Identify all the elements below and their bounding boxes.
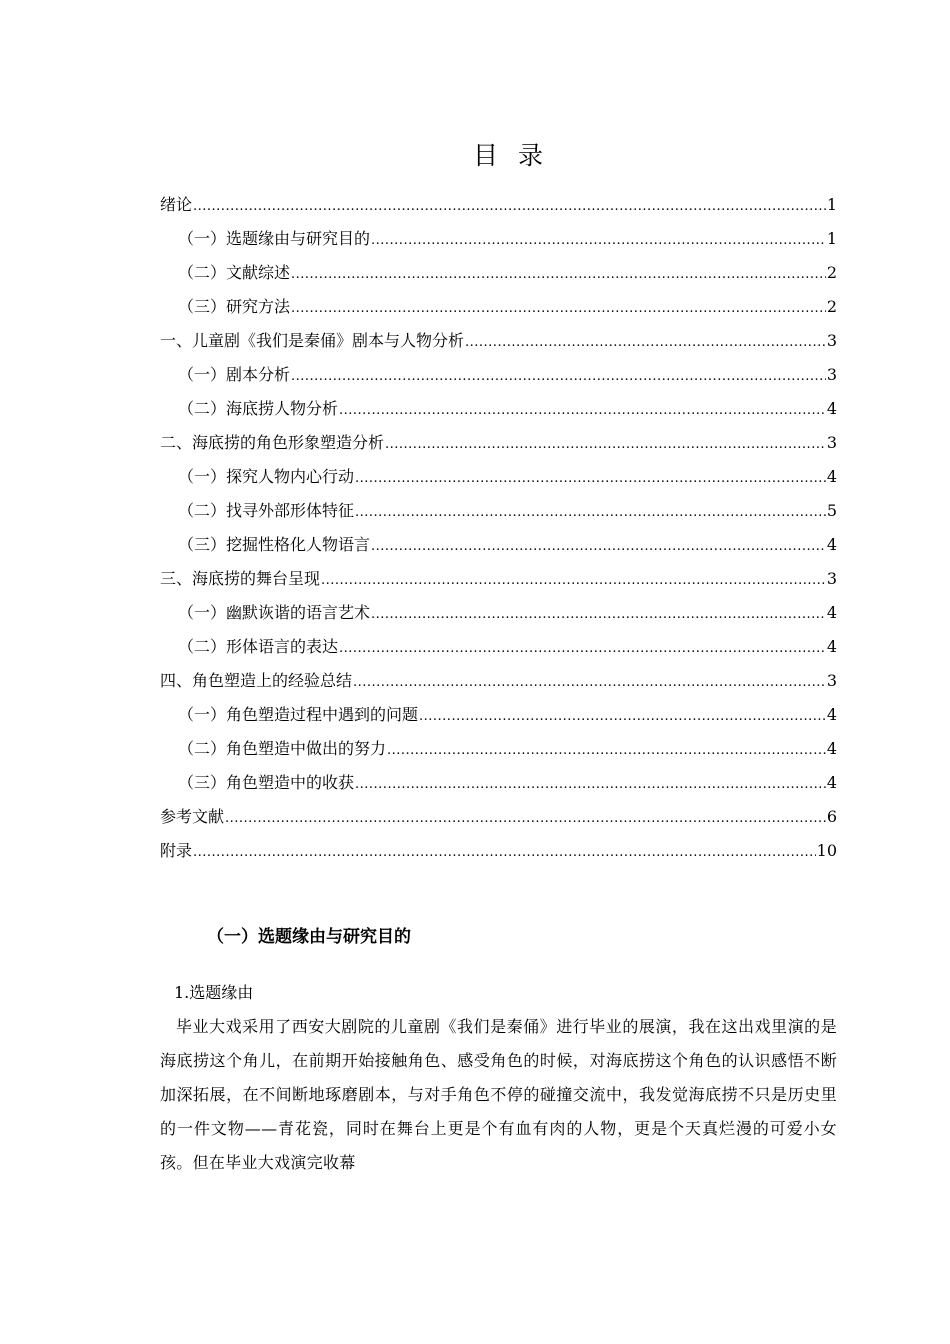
section-subheading: 1.选题缘由 <box>174 983 254 1002</box>
toc-entry[interactable] <box>160 766 837 800</box>
toc-entry-page-number: 2 <box>826 263 837 282</box>
toc-entry[interactable] <box>160 358 837 392</box>
toc-entry-page-number: 3 <box>826 433 837 452</box>
toc-title: 目录 <box>472 141 563 170</box>
toc-entry[interactable] <box>160 392 837 426</box>
toc-entry[interactable] <box>160 562 837 596</box>
toc-entry-text: （一）选题缘由与研究目的 <box>178 229 371 248</box>
toc-entry[interactable] <box>160 290 837 324</box>
toc-leader-dots <box>353 666 826 700</box>
toc-entry-text: 参考文献 <box>160 807 225 826</box>
toc-entry[interactable] <box>160 256 837 290</box>
toc-leader-dots <box>193 836 816 870</box>
toc-leader-dots <box>321 564 826 598</box>
toc-entry[interactable] <box>160 596 837 630</box>
toc-entry[interactable] <box>160 800 837 834</box>
toc-entry-page-number: 4 <box>826 739 837 758</box>
toc-leader-dots <box>291 360 826 394</box>
toc-entry[interactable] <box>160 222 837 256</box>
toc-entry-text: （三）角色塑造中的收获 <box>178 773 355 792</box>
toc-entry-page-number: 3 <box>826 331 837 350</box>
toc-leader-dots <box>339 394 826 428</box>
toc-entry-text: 二、海底捞的角色形象塑造分析 <box>160 433 385 452</box>
toc-leader-dots <box>355 462 826 496</box>
paragraph-text: 毕业大戏采用了西安大剧院的儿童剧《我们是秦俑》进行毕业的展演，我在这出戏里演的是海底捞这个角儿，在前期开始接触角色、感受角色的时候，对海底捞这个角色的认识感悟不断加深拓展，在不间断地琢磨剧本，与对手角色不停的碰撞交流中，我发觉海底捞不只是历史里的一件文物——青花瓷，同时在舞台上更是个有血有肉的人物，更是个天真烂漫的可爱小女孩。但在毕业大戏演完收幕 <box>160 1017 837 1172</box>
toc-entry-page-number: 3 <box>826 365 837 384</box>
toc-leader-dots <box>371 530 826 564</box>
toc-entry-text: 三、海底捞的舞台呈现 <box>160 569 321 588</box>
toc-leader-dots <box>355 496 826 530</box>
toc-entry[interactable] <box>160 426 837 460</box>
toc-entry-page-number: 3 <box>826 671 837 690</box>
toc-entry-page-number: 5 <box>826 501 837 520</box>
toc-entry-page-number: 4 <box>826 637 837 656</box>
toc-entry-page-number: 1 <box>826 229 837 248</box>
toc-entry-text: 四、角色塑造上的经验总结 <box>160 671 353 690</box>
table-of-contents <box>160 188 837 868</box>
toc-entry-text: （三）研究方法 <box>178 297 291 316</box>
toc-entry-page-number: 3 <box>826 569 837 588</box>
toc-entry[interactable] <box>160 630 837 664</box>
toc-entry-text: （一）剧本分析 <box>178 365 291 384</box>
toc-entry[interactable] <box>160 494 837 528</box>
toc-entry-text: （一）探究人物内心行动 <box>178 467 355 486</box>
toc-entry-text: 绪论 <box>160 195 193 214</box>
toc-entry-page-number: 4 <box>826 535 837 554</box>
toc-entry[interactable] <box>160 324 837 358</box>
toc-entry-page-number: 4 <box>826 467 837 486</box>
toc-entry-text: （二）文献综述 <box>178 263 291 282</box>
toc-entry[interactable] <box>160 460 837 494</box>
toc-leader-dots <box>291 258 826 292</box>
toc-entry-text: （二）形体语言的表达 <box>178 637 339 656</box>
toc-leader-dots <box>291 292 826 326</box>
toc-entry-text: （二）角色塑造中做出的努力 <box>178 739 387 758</box>
toc-entry[interactable] <box>160 732 837 766</box>
toc-entry[interactable] <box>160 698 837 732</box>
toc-leader-dots <box>225 802 826 836</box>
toc-entry[interactable] <box>160 528 837 562</box>
toc-entry-page-number: 4 <box>826 399 837 418</box>
toc-leader-dots <box>339 632 826 666</box>
toc-entry-page-number: 1 <box>826 195 837 214</box>
body-paragraph <box>160 1010 837 1180</box>
toc-leader-dots <box>193 190 826 224</box>
toc-entry-page-number: 6 <box>826 807 837 826</box>
toc-entry-text: （一）角色塑造过程中遇到的问题 <box>178 705 419 724</box>
toc-entry[interactable] <box>160 664 837 698</box>
toc-leader-dots <box>371 598 826 632</box>
toc-entry-text: （三）挖掘性格化人物语言 <box>178 535 371 554</box>
toc-leader-dots <box>385 428 826 462</box>
toc-entry[interactable] <box>160 834 837 868</box>
toc-leader-dots <box>371 224 826 258</box>
toc-leader-dots <box>355 768 826 802</box>
toc-leader-dots <box>387 734 826 768</box>
toc-entry[interactable] <box>160 188 837 222</box>
toc-leader-dots <box>465 326 826 360</box>
toc-entry-text: 附录 <box>160 841 193 860</box>
toc-entry-text: （一）幽默诙谐的语言艺术 <box>178 603 371 622</box>
toc-entry-page-number: 2 <box>826 297 837 316</box>
toc-entry-page-number: 10 <box>816 841 837 860</box>
toc-entry-page-number: 4 <box>826 705 837 724</box>
section-heading: （一）选题缘由与研究目的 <box>207 927 411 947</box>
toc-entry-text: 一、儿童剧《我们是秦俑》剧本与人物分析 <box>160 331 465 350</box>
toc-entry-text: （二）找寻外部形体特征 <box>178 501 355 520</box>
toc-leader-dots <box>419 700 826 734</box>
toc-entry-page-number: 4 <box>826 773 837 792</box>
toc-entry-page-number: 4 <box>826 603 837 622</box>
toc-entry-text: （二）海底捞人物分析 <box>178 399 339 418</box>
